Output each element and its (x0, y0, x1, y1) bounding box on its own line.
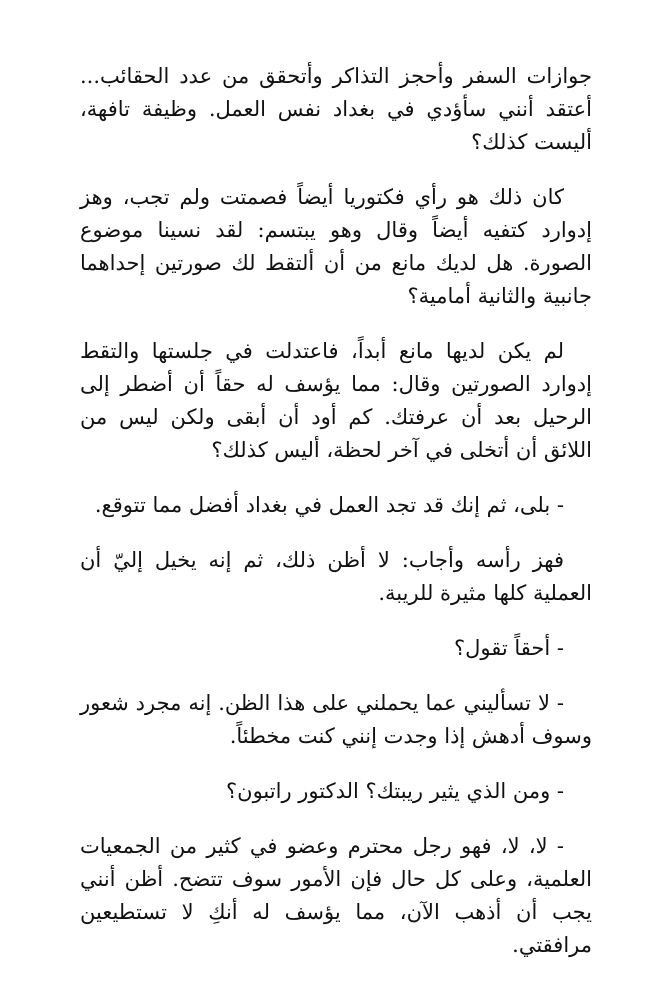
paragraph-2: كان ذلك هو رأي فكتوريا أيضاً فصمتت ولم تجب، وهز إدوارد كتفيه أيضاً وقال وهو يبتسم: لقد نسينا موضوع الصورة. هل لديك مانع من أن ألتقط لك صورتين إحداهما جانبية والثانية أمامية؟ (80, 185, 592, 308)
paragraph-1: جوازات السفر وأحجز التذاكر وأتحقق من عدد الحقائب... أعتقد أنني سأؤدي في بغداد نفس العمل. وظيفة تافهة، أليست كذلك؟ (80, 64, 592, 154)
paragraph-3: لم يكن لديها مانع أبداً، فاعتدلت في جلستها والتقط إدوارد الصورتين وقال: مما يؤسف له حقاً أن أضطر إلى الرحيل بعد أن عرفتك. كم أود أن أبقى ولكن ليس من اللائق أن أتخلى في آخر لحظة، أليس كذلك؟ (80, 339, 592, 462)
paragraph-9: - لا، لا، فهو رجل محترم وعضو في كثير من الجمعيات العلمية، وعلى كل حال فإن الأمور سوف تتضح. أظن أنني يجب أن أذهب الآن، مما يؤسف له أنكِ لا تستطيعين مرافقتي. (80, 834, 592, 957)
book-page (80, 60, 592, 984)
paragraph-4: - بلى، ثم إنك قد تجد العمل في بغداد أفضل مما تتوقع. (94, 493, 564, 517)
paragraph-7: - لا تسأليني عما يحملني على هذا الظن. إنه مجرد شعور وسوف أدهش إذا وجدت إنني كنت مخطئاً. (80, 691, 592, 748)
paragraph-6: - أحقاً تقول؟ (453, 636, 564, 660)
paragraph-8: - ومن الذي يثير ريبتك؟ الدكتور راتبون؟ (226, 779, 564, 803)
paragraph-5: فهز رأسه وأجاب: لا أظن ذلك، ثم إنه يخيل إليّ أن العملية كلها مثيرة للريبة. (80, 548, 592, 605)
